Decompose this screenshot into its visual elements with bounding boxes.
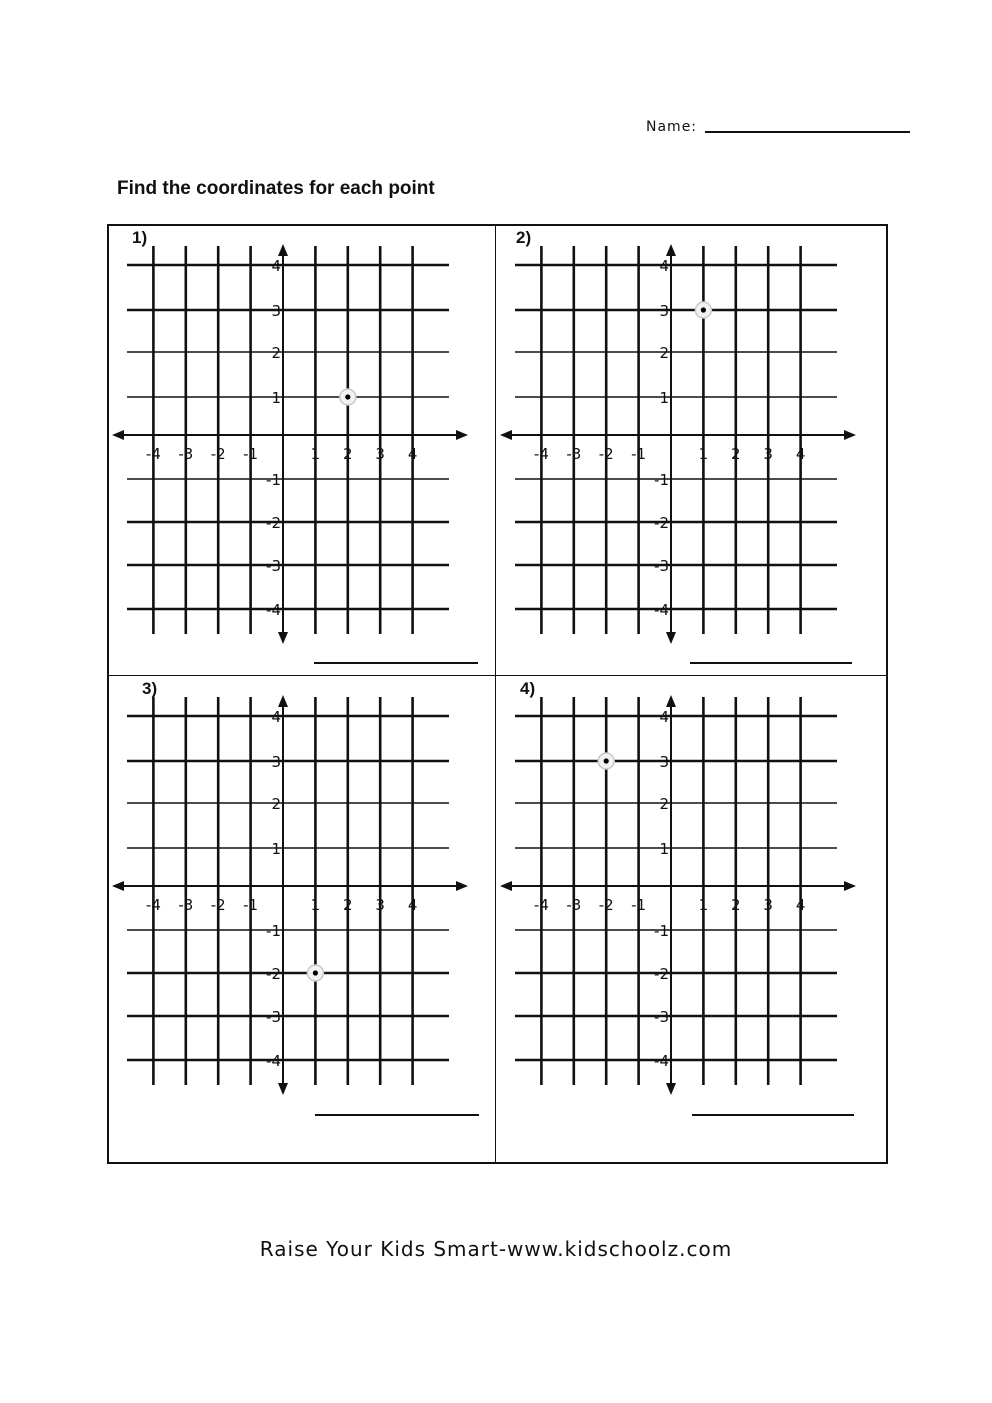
y-tick-label: -1 <box>266 471 281 489</box>
problem-number: 2) <box>516 228 532 247</box>
y-tick-label: 2 <box>271 344 281 362</box>
x-tick-label: -3 <box>566 896 582 914</box>
y-tick-label: -2 <box>266 965 281 983</box>
data-point <box>313 970 318 975</box>
x-tick-label: 2 <box>343 445 353 463</box>
y-tick-label: -1 <box>266 922 281 940</box>
y-tick-label: -4 <box>266 601 281 619</box>
x-tick-label: 3 <box>763 896 773 914</box>
answer-line[interactable] <box>314 662 478 664</box>
y-tick-label: 1 <box>659 389 669 407</box>
y-tick-label: -1 <box>654 471 669 489</box>
x-tick-label: -3 <box>178 445 194 463</box>
y-tick-label: -2 <box>654 965 669 983</box>
x-tick-label: -3 <box>566 445 582 463</box>
x-axis-arrow-left <box>500 430 512 440</box>
worksheet-title: Find the coordinates for each point <box>117 178 435 199</box>
y-tick-label: 3 <box>659 753 669 771</box>
x-tick-label: 3 <box>375 445 385 463</box>
x-tick-label: 2 <box>343 896 353 914</box>
x-axis-arrow-right <box>844 430 856 440</box>
x-tick-label: -3 <box>178 896 194 914</box>
coordinate-grid <box>110 679 490 1127</box>
y-tick-label: 4 <box>271 257 281 275</box>
x-tick-label: -1 <box>243 445 259 463</box>
problem-number: 1) <box>132 228 148 247</box>
y-tick-label: 3 <box>271 302 281 320</box>
y-tick-label: -4 <box>654 1052 669 1070</box>
y-tick-label: 4 <box>271 708 281 726</box>
x-tick-label: -2 <box>210 445 226 463</box>
y-tick-label: 4 <box>659 708 669 726</box>
y-tick-label: 1 <box>659 840 669 858</box>
x-tick-label: 4 <box>795 896 806 914</box>
problem-3 <box>110 679 490 1127</box>
x-axis-arrow-right <box>456 430 468 440</box>
x-tick-label: -4 <box>145 445 161 463</box>
x-tick-label: -4 <box>533 445 549 463</box>
x-tick-label: 4 <box>407 445 418 463</box>
x-tick-label: -4 <box>533 896 549 914</box>
data-point <box>345 394 350 399</box>
y-tick-label: -3 <box>654 1008 669 1026</box>
y-tick-label: -4 <box>266 1052 281 1070</box>
x-tick-label: 3 <box>763 445 773 463</box>
x-tick-label: 1 <box>310 896 321 914</box>
x-tick-label: -2 <box>598 445 614 463</box>
y-tick-label: 2 <box>659 344 669 362</box>
x-tick-label: -1 <box>631 896 647 914</box>
x-tick-label: 2 <box>731 445 741 463</box>
y-tick-label: 3 <box>271 753 281 771</box>
data-point <box>604 758 609 763</box>
x-tick-label: -2 <box>598 896 614 914</box>
y-tick-label: 3 <box>659 302 669 320</box>
x-tick-label: -2 <box>210 896 226 914</box>
y-axis-arrow-up <box>278 244 288 256</box>
x-tick-label: 4 <box>795 445 806 463</box>
y-tick-label: 2 <box>271 795 281 813</box>
y-tick-label: 1 <box>271 840 281 858</box>
coordinate-grid <box>498 228 878 676</box>
problem-number: 3) <box>142 679 158 698</box>
y-axis-arrow-down <box>666 1083 676 1095</box>
x-axis-arrow-left <box>500 881 512 891</box>
y-tick-label: 2 <box>659 795 669 813</box>
problem-1 <box>110 228 490 676</box>
x-tick-label: 1 <box>698 896 709 914</box>
y-tick-label: 4 <box>659 257 669 275</box>
x-axis-arrow-left <box>112 430 124 440</box>
y-tick-label: -1 <box>654 922 669 940</box>
y-tick-label: -3 <box>266 1008 281 1026</box>
x-tick-label: 1 <box>698 445 709 463</box>
name-field-line[interactable] <box>705 131 910 133</box>
y-tick-label: -3 <box>266 557 281 575</box>
y-tick-label: -4 <box>654 601 669 619</box>
x-tick-label: -4 <box>145 896 161 914</box>
answer-line[interactable] <box>690 662 852 664</box>
y-axis-arrow-down <box>278 632 288 644</box>
x-tick-label: 3 <box>375 896 385 914</box>
x-axis-arrow-right <box>844 881 856 891</box>
y-axis-arrow-up <box>278 695 288 707</box>
name-label: Name: <box>646 119 698 135</box>
x-tick-label: 2 <box>731 896 741 914</box>
y-axis-arrow-up <box>666 695 676 707</box>
y-axis-arrow-down <box>666 632 676 644</box>
y-tick-label: 1 <box>271 389 281 407</box>
coordinate-grid <box>110 228 490 676</box>
y-tick-label: -3 <box>654 557 669 575</box>
problem-number: 4) <box>520 679 536 698</box>
data-point <box>701 307 706 312</box>
x-axis-arrow-right <box>456 881 468 891</box>
x-tick-label: -1 <box>631 445 647 463</box>
x-axis-arrow-left <box>112 881 124 891</box>
x-tick-label: 4 <box>407 896 418 914</box>
answer-line[interactable] <box>692 1114 854 1116</box>
y-axis-arrow-down <box>278 1083 288 1095</box>
vertical-divider <box>495 226 496 1162</box>
x-tick-label: 1 <box>310 445 321 463</box>
answer-line[interactable] <box>315 1114 479 1116</box>
coordinate-grid <box>498 679 878 1127</box>
y-tick-label: -2 <box>654 514 669 532</box>
footer-text: Raise Your Kids Smart-www.kidschoolz.com <box>259 1237 733 1261</box>
problem-4 <box>498 679 878 1127</box>
x-tick-label: -1 <box>243 896 259 914</box>
y-axis-arrow-up <box>666 244 676 256</box>
y-tick-label: -2 <box>266 514 281 532</box>
problem-2 <box>498 228 878 676</box>
